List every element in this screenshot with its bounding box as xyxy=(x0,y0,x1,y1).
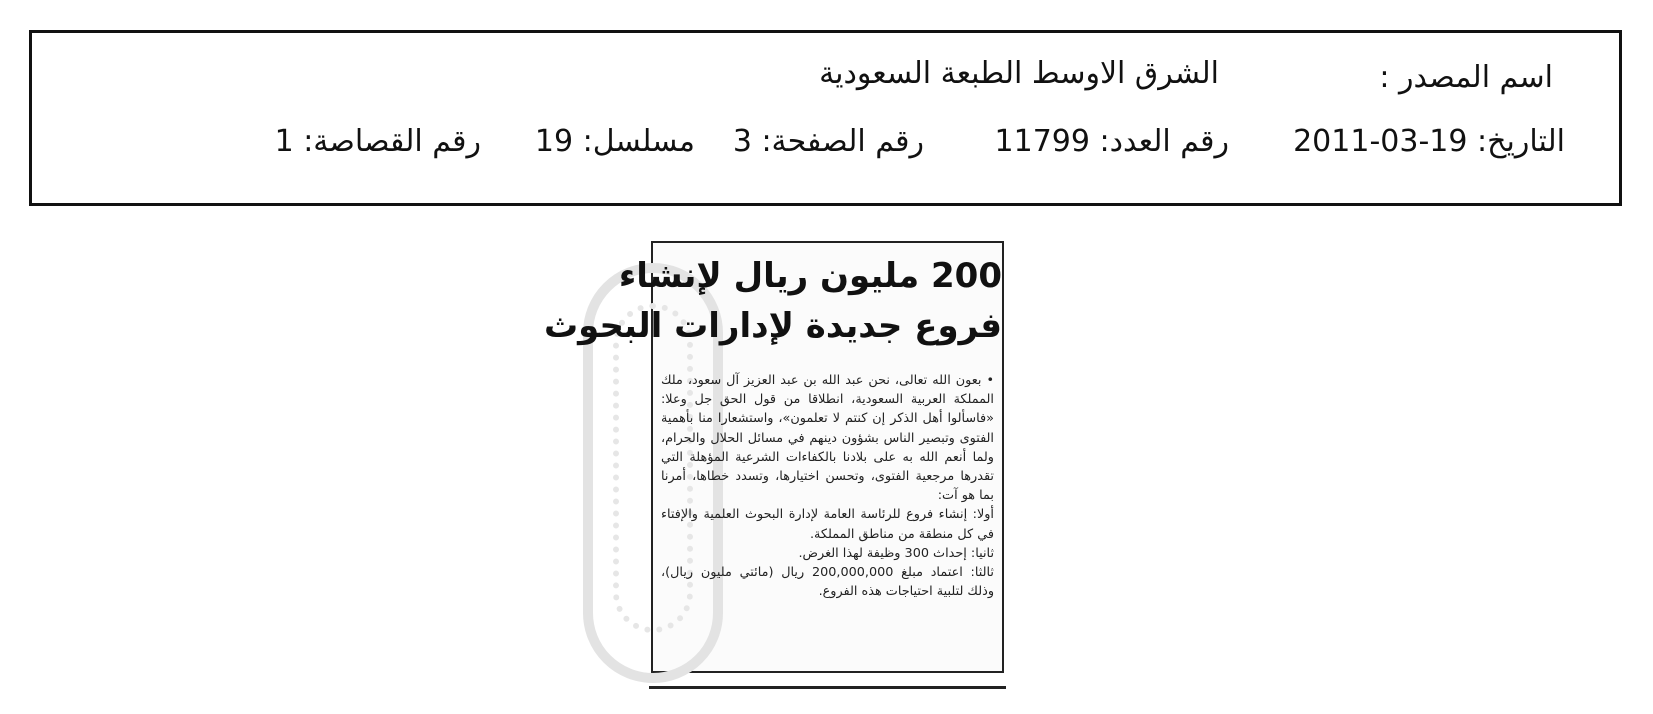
page-number-field: رقم الصفحة: 3 xyxy=(732,124,924,159)
article-body xyxy=(661,371,994,601)
newspaper-clipping xyxy=(543,241,1004,673)
article-paragraph: ثانيا: إحداث 300 وظيفة لهذا الغرض. xyxy=(798,545,994,561)
serial-field: مسلسل: 19 xyxy=(534,124,695,159)
source-info-box xyxy=(29,30,1622,206)
article-paragraph: أولا: إنشاء فروع للرئاسة العامة لإدارة البحوث العلمية والإفتاء في كل منطقة من مناطق المملكة. xyxy=(661,507,994,542)
article-headline-line-2: فروع جديدة لإدارات البحوث xyxy=(543,306,1002,346)
article-paragraph: • بعون الله تعالى، نحن عبد الله بن عبد العزيز آل سعود، ملك المملكة العربية السعودية، انطلاقا من قول الحق جل وعلا: «فاسألوا أهل الذكر إن كنتم لا تعلمون»، واستشعارا منا بأهمية الفتوى وتبصير الناس بشؤون دينهم في مسائل الحلال والحرام، ولما أنعم الله به على بلادنا بالكفاءات الشرعية المؤهلة التي تقدرها مرجعية الفتوى، وتحسن اختيارها، وتسدد خطاها، أمرنا بما هو آت: xyxy=(661,373,994,504)
article-headline-line-1: 200 مليون ريال لإنشاء xyxy=(618,256,1002,296)
source-value: الشرق الاوسط الطبعة السعودية xyxy=(819,56,1219,91)
source-label: اسم المصدر : xyxy=(1379,60,1553,95)
issue-number-field: رقم العدد: 11799 xyxy=(994,124,1229,159)
clipping-number-field: رقم القصاصة: 1 xyxy=(274,124,481,159)
date-field: التاريخ: 19-03-2011 xyxy=(1293,124,1565,159)
article-paragraph: ثالثا: اعتماد مبلغ 200,000,000 ريال (مائتي مليون ريال)، وذلك لتلبية احتياجات هذه الفروع. xyxy=(661,565,994,600)
clipping-bottom-rule xyxy=(649,686,1006,689)
